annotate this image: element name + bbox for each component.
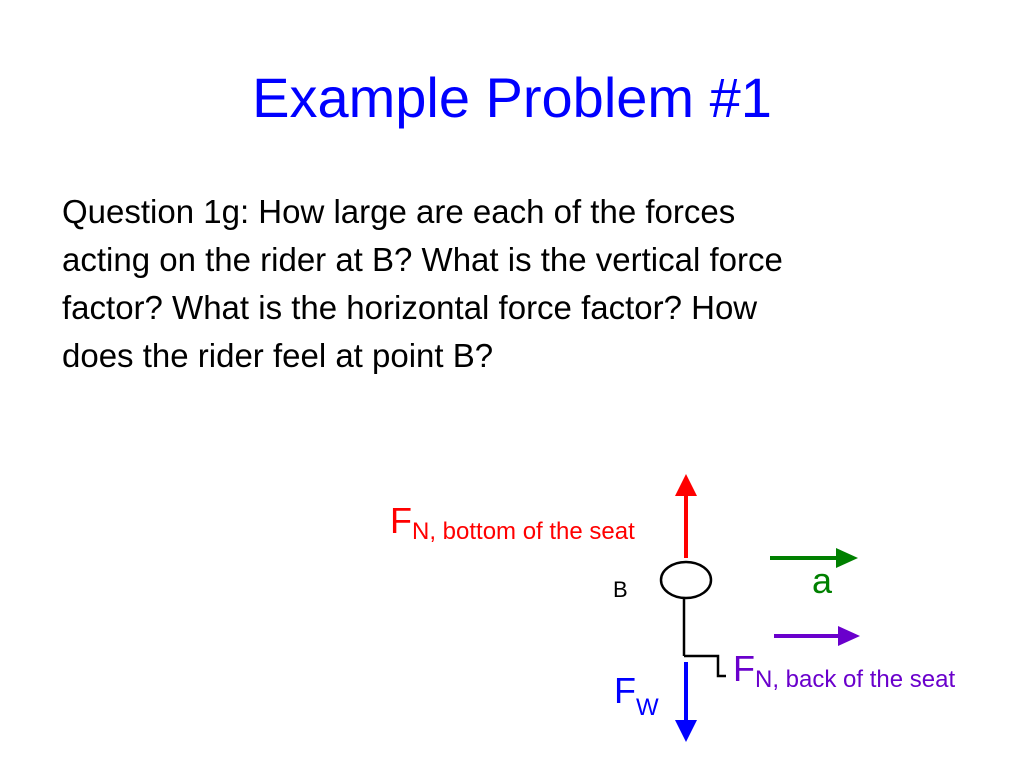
normal-bottom-label	[390, 500, 635, 545]
normal-bottom-subscript: N, bottom of the seat	[412, 518, 635, 545]
acceleration-label: a	[812, 560, 833, 601]
normal-back-label	[733, 648, 956, 693]
normal-back-symbol: F	[733, 648, 755, 689]
question-line: acting on the rider at B? What is the vertical force	[62, 241, 783, 278]
weight-symbol: F	[614, 670, 636, 711]
question-line: factor? What is the horizontal force factor? How	[62, 289, 758, 326]
weight-subscript: W	[636, 694, 659, 721]
acceleration-arrowhead	[836, 548, 858, 568]
rider-seat	[684, 656, 726, 676]
normal-bottom-arrowhead	[675, 474, 697, 496]
normal-bottom-symbol: F	[390, 500, 412, 541]
question-line: Question 1g: How large are each of the forces	[62, 193, 736, 230]
rider-head	[661, 562, 711, 598]
weight-label	[614, 670, 659, 721]
normal-back-subscript: N, back of the seat	[755, 666, 956, 693]
normal-back-arrowhead	[838, 626, 860, 646]
slide-title: Example Problem #1	[252, 66, 772, 129]
weight-arrowhead	[675, 720, 697, 742]
point-b-label: B	[613, 577, 628, 602]
question-line: does the rider feel at point B?	[62, 337, 494, 374]
